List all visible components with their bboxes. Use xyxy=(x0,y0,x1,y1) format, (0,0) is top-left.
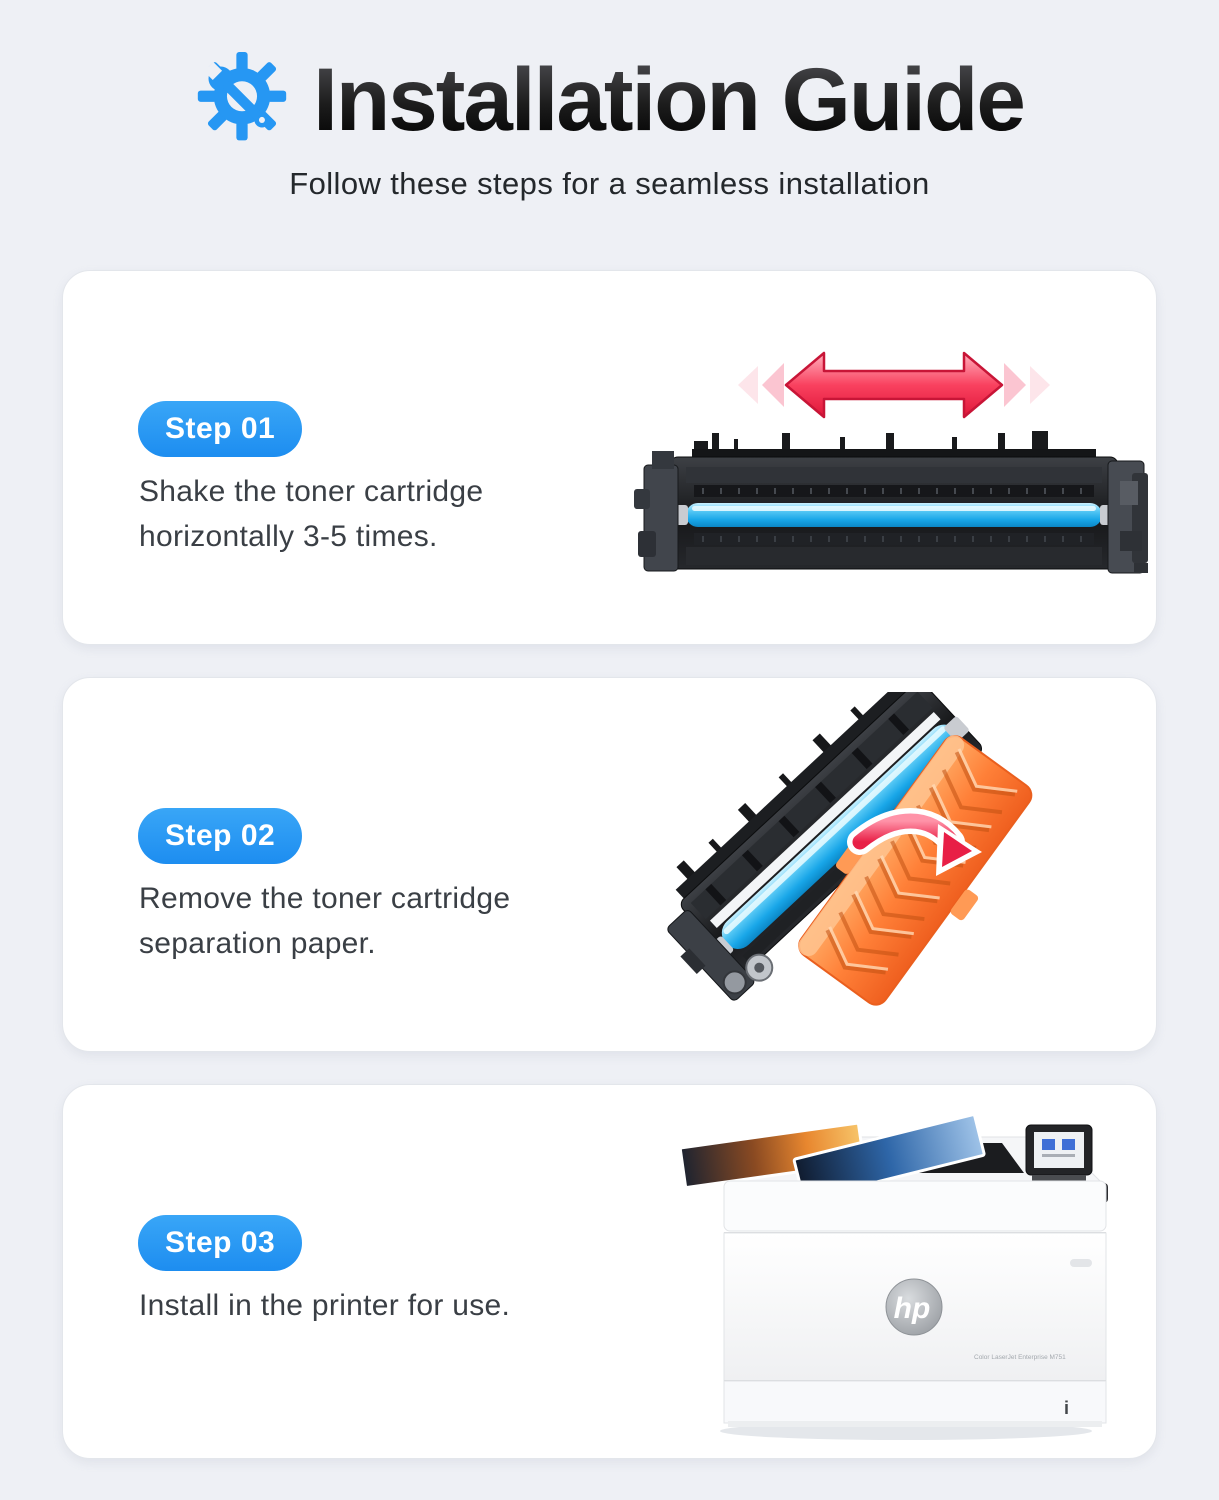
page-title: Installation Guide xyxy=(313,49,1024,150)
step-3-text: Install in the printer for use. xyxy=(139,1289,511,1322)
step-2-badge: Step 02 xyxy=(138,808,302,864)
step-2-text: Remove the toner cartridge separation paper. xyxy=(139,882,511,960)
printer-illustration xyxy=(674,1111,1144,1443)
toner-cartridge-shake-illustration xyxy=(634,333,1154,583)
step-1-text: Shake the toner cartridge horizontally 3-5 times. xyxy=(139,475,484,553)
step-3-badge: Step 03 xyxy=(138,1215,302,1271)
separation-paper-illustration xyxy=(664,692,1134,1040)
step-card-1 xyxy=(62,270,1157,645)
printer-model-label: Color LaserJet Enterprise M751 xyxy=(974,1354,1066,1361)
page-subtitle: Follow these steps for a seamless installation xyxy=(289,166,930,201)
printer-screen xyxy=(1034,1132,1084,1168)
step-card-2 xyxy=(62,677,1157,1052)
title-row xyxy=(0,50,1219,150)
header xyxy=(0,0,1219,202)
hp-logo-text: hp xyxy=(893,1292,931,1325)
gear-wrench-icon xyxy=(195,50,289,150)
paper-drawer xyxy=(724,1381,1106,1423)
toner-cartridge-front xyxy=(634,431,1148,573)
shake-arrow-icon xyxy=(738,353,1050,417)
step-1-badge: Step 01 xyxy=(138,401,302,457)
printer-info-mark: i xyxy=(1064,1398,1070,1418)
hp-logo xyxy=(886,1279,942,1335)
step-card-3 xyxy=(62,1084,1157,1459)
